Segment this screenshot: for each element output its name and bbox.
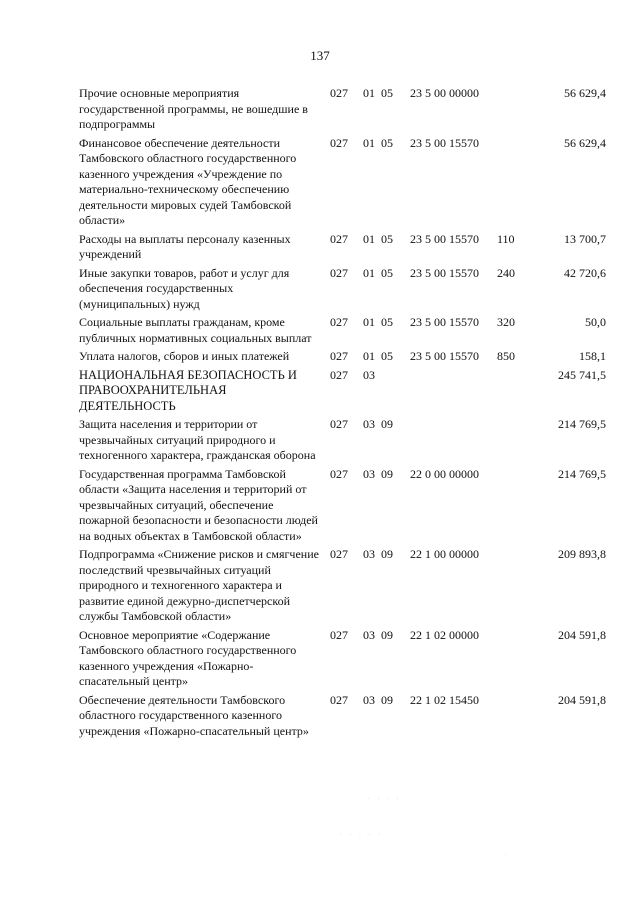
row-vr: 240 <box>497 265 515 280</box>
row-pr: 05 <box>381 349 393 363</box>
row-name: Защита населения и территории от чрезвычайных ситуаций природного и техногенного характера, гражданская оборона <box>79 417 316 462</box>
row-csr: 23 5 00 15570 <box>410 265 479 280</box>
row-sum: 245 741,5 <box>558 367 606 382</box>
row-rz: 03 <box>363 417 375 431</box>
table-row <box>0 266 640 313</box>
row-rz: 03 <box>363 692 375 707</box>
row-rz: 03 <box>363 367 375 382</box>
row-ved: 027 <box>330 692 348 707</box>
row-ved: 027 <box>330 627 348 642</box>
row-sum: 42 720,6 <box>564 265 606 280</box>
row-ved: 027 <box>330 367 348 382</box>
row-vr: 110 <box>497 231 515 246</box>
row-name: Финансовое обеспечение деятельности Тамбовского областного государственного казенного учреждения «Учреждение по материально-техническому обеспечению деятельности мировых судей Тамбовской области» <box>79 135 297 227</box>
row-pr: 05 <box>381 86 393 100</box>
row-pr: 05 <box>381 265 393 280</box>
row-sum: 158,1 <box>579 349 606 363</box>
scan-noise: · <box>505 852 510 858</box>
row-name: Государственная программа Тамбовской области «Защита населения и территорий от чрезвычайных ситуаций, обеспечение пожарной безопасности и безопасности людей на водных объектах в Тамбовской области» <box>79 466 318 543</box>
row-rz: 01 <box>363 135 375 150</box>
row-csr: 22 1 00 00000 <box>410 547 479 561</box>
row-pr: 09 <box>381 466 393 481</box>
scan-noise: · · · · <box>368 796 402 802</box>
row-sum: 204 591,8 <box>558 692 606 707</box>
row-sum: 214 769,5 <box>558 417 606 431</box>
row-sum: 50,0 <box>585 315 606 329</box>
row-rz: 01 <box>363 349 375 363</box>
table-row <box>0 86 640 133</box>
row-rz: 01 <box>363 86 375 100</box>
row-rz: 03 <box>363 466 375 481</box>
row-name: Социальные выплаты гражданам, кроме публичных нормативных социальных выплат <box>79 315 312 345</box>
row-ved: 027 <box>330 315 348 329</box>
row-name: Уплата налогов, сборов и иных платежей <box>79 349 290 363</box>
row-ved: 027 <box>330 86 348 100</box>
row-sum: 56 629,4 <box>564 135 606 150</box>
row-pr: 05 <box>381 135 393 150</box>
section-heading: НАЦИОНАЛЬНАЯ БЕЗОПАСНОСТЬ И ПРАВООХРАНИТЕЛЬНАЯ ДЕЯТЕЛЬНОСТЬ <box>79 367 297 413</box>
row-pr: 05 <box>381 315 393 329</box>
row-pr: 09 <box>381 417 393 431</box>
table-row-section <box>0 368 640 415</box>
row-csr: 23 5 00 15570 <box>410 135 479 150</box>
row-ved: 027 <box>330 349 348 363</box>
table-row <box>0 467 640 545</box>
row-rz: 01 <box>363 231 375 246</box>
row-vr: 320 <box>497 315 515 329</box>
row-ved: 027 <box>330 466 348 481</box>
row-ved: 027 <box>330 547 348 561</box>
row-name: Основное мероприятие «Содержание Тамбовского областного государственного казенного учреждения «Пожарно-спасательный центр» <box>79 627 297 688</box>
row-sum: 56 629,4 <box>564 86 606 100</box>
row-rz: 03 <box>363 547 375 561</box>
row-csr: 23 5 00 15570 <box>410 349 479 363</box>
row-name: Прочие основные мероприятия государственной программы, не вошедшие в подпрограммы <box>79 86 308 131</box>
table-row <box>0 232 640 263</box>
row-name: Иные закупки товаров, работ и услуг для обеспечения государственных (муниципальных) нужд <box>79 265 290 311</box>
row-pr: 05 <box>381 231 393 246</box>
row-rz: 03 <box>363 627 375 642</box>
row-name: Обеспечение деятельности Тамбовского областного государственного казенного учреждения «Пожарно-спасательный центр» <box>79 692 309 738</box>
row-ved: 027 <box>330 135 348 150</box>
table-row <box>0 315 640 346</box>
table-row <box>0 628 640 690</box>
table-row <box>0 136 640 229</box>
row-pr: 09 <box>381 692 393 707</box>
row-sum: 13 700,7 <box>564 231 606 246</box>
row-rz: 01 <box>363 315 375 329</box>
row-sum: 204 591,8 <box>558 627 606 642</box>
row-csr: 22 1 02 15450 <box>410 692 479 707</box>
budget-table <box>0 86 640 742</box>
row-sum: 209 893,8 <box>558 547 606 561</box>
row-name: Расходы на выплаты персоналу казенных учреждений <box>79 231 291 261</box>
table-row <box>0 349 640 365</box>
row-csr: 23 5 00 15570 <box>410 231 479 246</box>
row-pr: 09 <box>381 547 393 561</box>
table-row <box>0 417 640 464</box>
scan-noise: · · · · · <box>340 832 383 838</box>
row-name: Подпрограмма «Снижение рисков и смягчение последствий чрезвычайных ситуаций природного и техногенного характера и развитие единой дежурно-диспетчерской службы Тамбовской области» <box>79 547 319 623</box>
row-ved: 027 <box>330 231 348 246</box>
row-rz: 01 <box>363 265 375 280</box>
table-row <box>0 693 640 740</box>
row-vr: 850 <box>497 349 515 363</box>
row-ved: 027 <box>330 265 348 280</box>
row-csr: 22 1 02 00000 <box>410 627 479 642</box>
table-row <box>0 547 640 625</box>
row-ved: 027 <box>330 417 348 431</box>
row-csr: 23 5 00 00000 <box>410 86 479 100</box>
page-number: 137 <box>310 48 330 63</box>
row-sum: 214 769,5 <box>558 466 606 481</box>
row-pr: 09 <box>381 627 393 642</box>
row-csr: 22 0 00 00000 <box>410 466 479 481</box>
row-csr: 23 5 00 15570 <box>410 315 479 329</box>
